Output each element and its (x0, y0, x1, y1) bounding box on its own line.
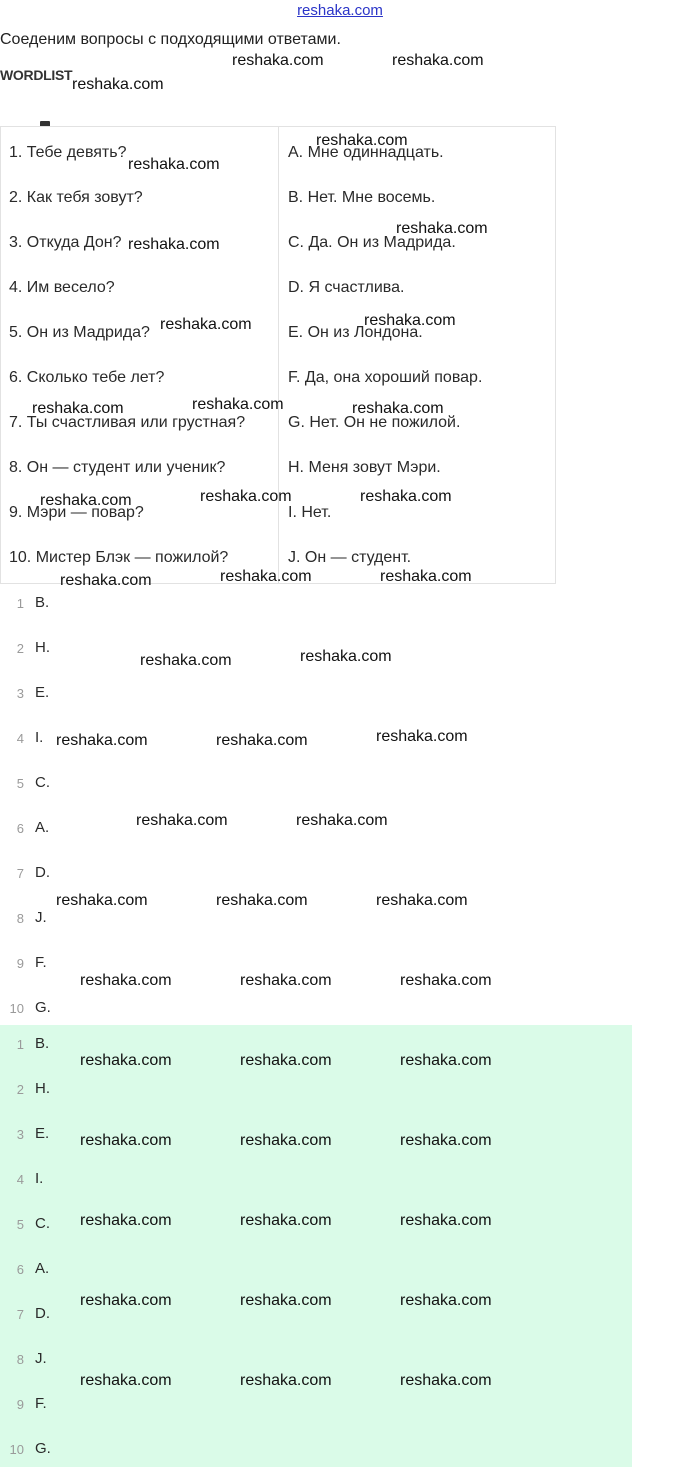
intro-text: Соеденим вопросы с подходящими ответами. (0, 31, 341, 48)
answer-number: 2 (16, 1082, 24, 1097)
question-item: 6. Сколько тебе лет? (9, 369, 165, 386)
answer-number: 10 (9, 1001, 24, 1016)
question-item: 4. Им весело? (9, 279, 115, 296)
answer-letter: J. (35, 1350, 47, 1367)
watermark-text: reshaka.com (128, 236, 220, 253)
answer-item: D. Я счастлива. (288, 279, 405, 296)
answer-letter: I. (35, 1170, 44, 1187)
answer-letter: H. (35, 639, 50, 656)
answer-letter: F. (35, 1395, 47, 1412)
answer-key-row (0, 985, 632, 1030)
qa-table (0, 126, 556, 584)
answer-number: 10 (9, 1442, 24, 1457)
answer-number: 1 (16, 1037, 24, 1052)
answer-letter: A. (35, 819, 50, 836)
answer-key-list-highlighted (0, 1025, 632, 1467)
answer-letter: B. (35, 1035, 50, 1052)
watermark-text: reshaka.com (160, 316, 252, 333)
question-item: 2. Как тебя зовут? (9, 189, 143, 206)
answer-number: 9 (16, 956, 24, 971)
question-item: 9. Мэри — повар? (9, 504, 144, 521)
watermark-text: reshaka.com (240, 1372, 332, 1389)
question-item: 3. Откуда Дон? (9, 234, 122, 251)
watermark-text: reshaka.com (192, 396, 284, 413)
watermark-text: reshaka.com (232, 52, 324, 69)
watermark-text: reshaka.com (80, 1212, 172, 1229)
watermark-text: reshaka.com (400, 1212, 492, 1229)
watermark-text: reshaka.com (240, 1292, 332, 1309)
question-item: 5. Он из Мадрида? (9, 324, 150, 341)
answer-key-row (0, 670, 632, 715)
answer-letter: G. (35, 1440, 51, 1457)
answer-letter: A. (35, 1260, 50, 1277)
watermark-text: reshaka.com (376, 892, 468, 909)
watermark-text: reshaka.com (396, 220, 488, 237)
watermark-text: reshaka.com (32, 400, 124, 417)
answer-number: 4 (16, 731, 24, 746)
answer-number: 6 (16, 1262, 24, 1277)
watermark-text: reshaka.com (80, 1052, 172, 1069)
answer-key-row (0, 1430, 632, 1475)
watermark-text: reshaka.com (220, 568, 312, 585)
watermark-text: reshaka.com (240, 1052, 332, 1069)
answer-number: 4 (16, 1172, 24, 1187)
wordlist-label: WORDLIST (0, 67, 73, 83)
watermark-text: reshaka.com (376, 728, 468, 745)
watermark-text: reshaka.com (400, 1132, 492, 1149)
watermark-text: reshaka.com (56, 892, 148, 909)
watermark-text: reshaka.com (128, 156, 220, 173)
watermark-text: reshaka.com (80, 1372, 172, 1389)
watermark-text: reshaka.com (200, 488, 292, 505)
site-link[interactable]: reshaka.com (297, 2, 383, 19)
answer-number: 5 (16, 1217, 24, 1232)
watermark-text: reshaka.com (80, 972, 172, 989)
answer-letter: D. (35, 864, 50, 881)
answer-key-row (0, 760, 632, 805)
watermark-text: reshaka.com (56, 732, 148, 749)
watermark-text: reshaka.com (380, 568, 472, 585)
answer-letter: D. (35, 1305, 50, 1322)
watermark-text: reshaka.com (400, 1292, 492, 1309)
answer-key-row (0, 1070, 632, 1115)
watermark-text: reshaka.com (316, 132, 408, 149)
watermark-text: reshaka.com (80, 1132, 172, 1149)
answer-item: B. Нет. Мне восемь. (288, 189, 436, 206)
watermark-text: reshaka.com (60, 572, 152, 589)
answer-number: 1 (16, 596, 24, 611)
answer-number: 9 (16, 1397, 24, 1412)
answer-letter: B. (35, 594, 50, 611)
answer-letter: E. (35, 684, 50, 701)
watermark-text: reshaka.com (240, 1212, 332, 1229)
answer-letter: F. (35, 954, 47, 971)
answer-item: J. Он — студент. (288, 549, 412, 566)
watermark-text: reshaka.com (140, 652, 232, 669)
watermark-text: reshaka.com (296, 812, 388, 829)
answer-letter: C. (35, 774, 50, 791)
watermark-text: reshaka.com (240, 1132, 332, 1149)
answer-key-row (0, 1160, 632, 1205)
answer-key-row (0, 1250, 632, 1295)
watermark-text: reshaka.com (40, 492, 132, 509)
answer-key-row (0, 1385, 632, 1430)
column-divider (278, 127, 279, 583)
answer-item: F. Да, она хороший повар. (288, 369, 483, 386)
answer-item: I. Нет. (288, 504, 332, 521)
answer-number: 5 (16, 776, 24, 791)
answer-number: 8 (16, 1352, 24, 1367)
question-item: 1. Тебе девять? (9, 144, 127, 161)
answer-letter: I. (35, 729, 44, 746)
watermark-text: reshaka.com (364, 312, 456, 329)
answer-number: 6 (16, 821, 24, 836)
question-item: 7. Ты счастливая или грустная? (9, 414, 246, 431)
answer-item: A. Мне одиннадцать. (288, 144, 444, 161)
question-item: 10. Мистер Блэк — пожилой? (9, 549, 229, 566)
answer-item: G. Нет. Он не пожилой. (288, 414, 461, 431)
watermark-text: reshaka.com (400, 972, 492, 989)
answer-letter: E. (35, 1125, 50, 1142)
answer-number: 3 (16, 686, 24, 701)
answer-number: 8 (16, 911, 24, 926)
answer-number: 7 (16, 866, 24, 881)
watermark-text: reshaka.com (400, 1372, 492, 1389)
answer-item: E. Он из Лондона. (288, 324, 423, 341)
answer-letter: C. (35, 1215, 50, 1232)
question-item: 8. Он — студент или ученик? (9, 459, 226, 476)
watermark-text: reshaka.com (392, 52, 484, 69)
watermark-text: reshaka.com (136, 812, 228, 829)
answer-item: C. Да. Он из Мадрида. (288, 234, 456, 251)
answer-letter: G. (35, 999, 51, 1016)
watermark-text: reshaka.com (352, 400, 444, 417)
answer-number: 3 (16, 1127, 24, 1142)
answer-number: 2 (16, 641, 24, 656)
watermark-text: reshaka.com (240, 972, 332, 989)
clipped-heading-glyphs (40, 118, 160, 126)
answer-letter: H. (35, 1080, 50, 1097)
watermark-text: reshaka.com (80, 1292, 172, 1309)
watermark-text: reshaka.com (216, 892, 308, 909)
answer-number: 7 (16, 1307, 24, 1322)
answers-column (288, 127, 482, 577)
watermark-text: reshaka.com (300, 648, 392, 665)
answer-item: H. Меня зовут Мэри. (288, 459, 441, 476)
answer-key-row (0, 850, 632, 895)
answer-letter: J. (35, 909, 47, 926)
watermark-text: reshaka.com (72, 76, 164, 93)
watermark-text: reshaka.com (400, 1052, 492, 1069)
watermark-text: reshaka.com (360, 488, 452, 505)
watermark-text: reshaka.com (216, 732, 308, 749)
